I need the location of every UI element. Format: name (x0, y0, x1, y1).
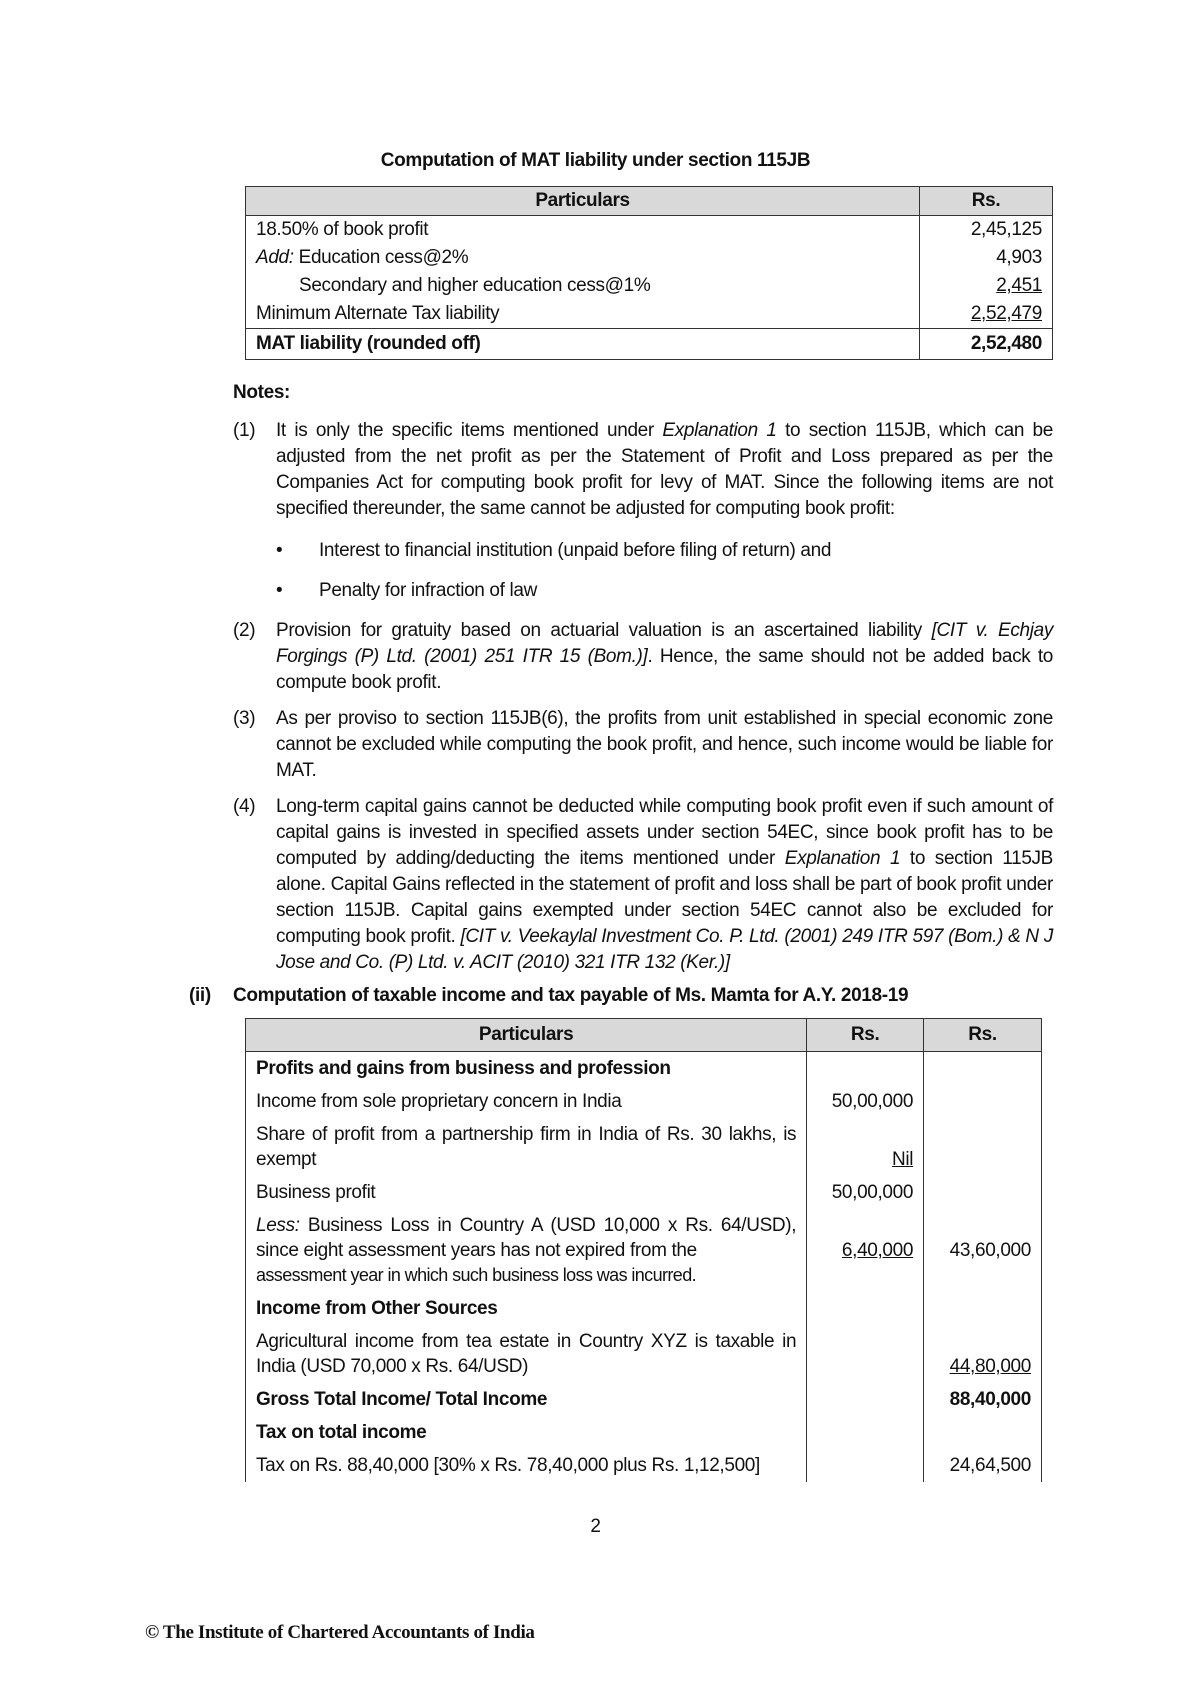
row-amount-text: 2,451 (996, 275, 1042, 296)
page-number: 2 (590, 1516, 601, 1537)
empty-cell (924, 1292, 1042, 1325)
amount-header: Rs. (924, 1019, 1042, 1052)
row-heading: Profits and gains from business and profession (246, 1052, 807, 1086)
mat-table-title: Computation of MAT liability under section 115JB (380, 150, 811, 171)
table-row (246, 1118, 1042, 1176)
mat-liability-table (245, 186, 1053, 360)
row-amount-text: Nil (891, 1149, 914, 1170)
table-row (246, 1085, 1042, 1118)
row-amount-text: 44,80,000 (949, 1356, 1031, 1377)
note-text (276, 794, 1053, 976)
note-emphasis: Explanation 1 (784, 848, 901, 869)
empty-cell (807, 1325, 924, 1383)
row-amount-text: 2,52,479 (970, 303, 1042, 324)
total-amount: 2,52,480 (920, 329, 1053, 360)
note-2 (233, 618, 1053, 696)
section-title: Computation of taxable income and tax payable of Ms. Mamta for A.Y. 2018-19 (233, 985, 909, 1006)
row-amount: 4,903 (920, 244, 1053, 272)
table-row (246, 272, 1053, 300)
less-prefix: Less: (256, 1215, 300, 1236)
bullet-icon: • (276, 580, 283, 601)
table-row (246, 1176, 1042, 1209)
row-label: Business profit (246, 1176, 807, 1209)
note-1 (233, 418, 1053, 522)
row-label: Minimum Alternate Tax liability (246, 300, 920, 329)
note-text (276, 418, 1053, 522)
empty-cell (924, 1118, 1042, 1176)
table-row (246, 1209, 1042, 1292)
row-label: Share of profit from a partnership firm in India of Rs. 30 lakhs, is exempt (246, 1118, 807, 1176)
section-number: (ii) (189, 985, 211, 1006)
empty-cell (807, 1416, 924, 1449)
empty-cell (807, 1052, 924, 1086)
row-amount: 24,64,500 (924, 1449, 1042, 1482)
copyright-footer: © The Institute of Chartered Accountants of India (145, 1622, 535, 1643)
row-label (246, 1209, 807, 1292)
bullet-text: Penalty for infraction of law (319, 580, 537, 601)
particulars-header: Particulars (246, 1019, 807, 1052)
note-text-part: It is only the specific items mentioned under (276, 420, 654, 441)
empty-cell (807, 1449, 924, 1482)
notes-heading: Notes: (233, 382, 291, 403)
row-label: Tax on Rs. 88,40,000 [30% x Rs. 78,40,000 plus Rs. 1,12,500] (246, 1449, 807, 1482)
bullet-item (276, 540, 831, 562)
row-amount: 50,00,000 (807, 1176, 924, 1209)
note-emphasis: [CIT v. Echjay Forgings (P) Ltd. (2001) 251 ITR 15 (Bom.)] (276, 620, 1053, 667)
note-emphasis: [CIT v. Veekaylal Investment Co. P. Ltd. (2001) 249 ITR 597 (Bom.) & N J Jose and Co. (P) Ltd. v. ACIT (2010) 321 ITR 132 (Ker.)] (276, 926, 1053, 973)
note-3 (233, 706, 1053, 784)
empty-cell (924, 1085, 1042, 1118)
note-text-part: Long-term capital gains cannot be deducted while computing book profit even if such amount of capital gains is invested in specified assets under section 54EC, since book profit has to be computed by adding/deducting the items mentioned under (276, 796, 1053, 869)
row-amount (920, 272, 1053, 300)
table-row (246, 1416, 1042, 1449)
taxable-income-table (245, 1018, 1042, 1482)
table-header-row (246, 187, 1053, 216)
row-label-text: Business Loss in Country A (USD 10,000 x Rs. 64/USD), since eight assessment years has not expired from the (256, 1215, 797, 1261)
note-emphasis: Explanation 1 (662, 420, 777, 441)
table-row (246, 1292, 1042, 1325)
empty-cell (807, 1383, 924, 1416)
table-row (246, 1325, 1042, 1383)
row-amount (924, 1325, 1042, 1383)
note-text (276, 618, 1053, 696)
add-prefix: Add: (256, 247, 294, 268)
bullet-text: Interest to financial institution (unpaid before filing of return) and (319, 540, 832, 561)
row-amount: 2,45,125 (920, 216, 1053, 245)
amount-header: Rs. (807, 1019, 924, 1052)
note-number: (3) (233, 708, 256, 729)
row-amount: 43,60,000 (924, 1209, 1042, 1292)
row-label-text: Education cess@2% (298, 247, 469, 268)
row-amount: 50,00,000 (807, 1085, 924, 1118)
empty-cell (924, 1176, 1042, 1209)
row-label: Income from sole proprietary concern in India (246, 1085, 807, 1118)
table-row (246, 244, 1053, 272)
empty-cell (924, 1052, 1042, 1086)
table-header-row (246, 1019, 1042, 1052)
row-heading: Income from Other Sources (246, 1292, 807, 1325)
row-label-text: assessment year in which such business loss was incurred. (256, 1265, 697, 1285)
table-total-row (246, 329, 1053, 360)
note-text-part: to section 115JB, which can be adjusted from the net profit as per the Statement of Profit and Loss prepared as per the Companies Act for computing book profit for levy of MAT. Since the following items are not specified thereunder, the same cannot be adjusted for computing book profit: (276, 420, 1053, 519)
note-text-part: . Hence, the same should not be added back to compute book profit. (276, 646, 1054, 693)
amount-header: Rs. (920, 187, 1053, 216)
note-text-part: to section 115JB alone. Capital Gains reflected in the statement of profit and loss shall be part of book profit under section 115JB. Capital gains exempted under section 54EC cannot also be excluded for computing book profit. (276, 848, 1054, 947)
row-heading: Tax on total income (246, 1416, 807, 1449)
note-number: (4) (233, 796, 256, 817)
row-label (246, 244, 920, 272)
table-row (246, 300, 1053, 329)
note-text-part: Provision for gratuity based on actuarial valuation is an ascertained liability (276, 620, 922, 641)
table-row (246, 216, 1053, 245)
particulars-header: Particulars (246, 187, 920, 216)
empty-cell (807, 1292, 924, 1325)
empty-cell (924, 1416, 1042, 1449)
row-label: 18.50% of book profit (246, 216, 920, 245)
note-4 (233, 794, 1053, 976)
row-amount (920, 300, 1053, 329)
note-number: (2) (233, 620, 256, 641)
total-label: MAT liability (rounded off) (246, 329, 920, 360)
row-amount-text: 6,40,000 (841, 1240, 914, 1261)
note-text: As per proviso to section 115JB(6), the profits from unit established in special economic zone cannot be excluded while computing the book profit, and hence, such income would be liable for MAT. (276, 708, 1053, 781)
row-amount (807, 1118, 924, 1176)
row-label: Agricultural income from tea estate in Country XYZ is taxable in India (USD 70,000 x Rs. 64/USD) (246, 1325, 807, 1383)
row-label: Secondary and higher education cess@1% (246, 272, 920, 300)
table-row (246, 1383, 1042, 1416)
row-heading: Gross Total Income/ Total Income (246, 1383, 807, 1416)
row-amount: 88,40,000 (924, 1383, 1042, 1416)
row-amount (807, 1209, 924, 1292)
bullet-icon: • (276, 540, 283, 561)
table-row (246, 1052, 1042, 1086)
bullet-item (276, 580, 537, 602)
note-number: (1) (233, 420, 256, 441)
table-row (246, 1449, 1042, 1482)
